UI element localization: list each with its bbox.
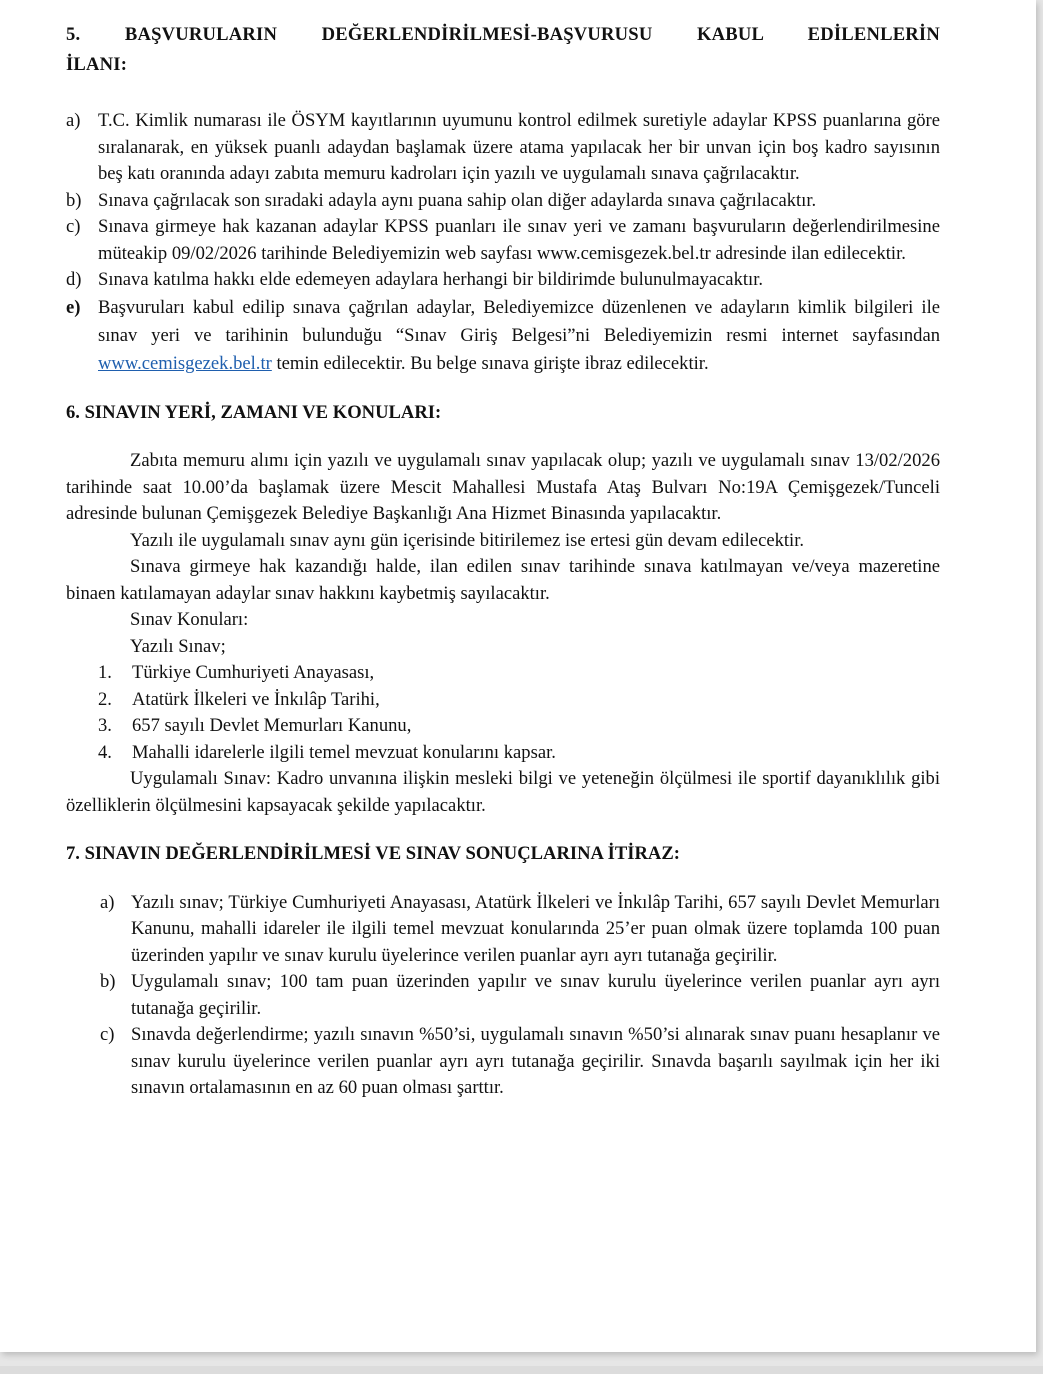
viewer-bottom-strip <box>0 1366 1043 1374</box>
list-item-text: temin edilecektir. Bu belge sınava girişte ibraz edilecektir. <box>271 352 709 374</box>
written-exam-label: Yazılı Sınav; <box>130 635 226 657</box>
subjects-label: Sınav Konuları: <box>130 609 249 630</box>
paragraph: Zabıta memuru alımı için yazılı ve uygulamalı sınav yapılacak olup; yazılı ve uygulamalı sınav 13/02/2026 tarihinde saat 10.00’da başlamak üzere Mescit Mahallesi Mustafa Ataş Bulvarı No:19A Çemişgezek/Tunceli adresinde bulunan Çemişgezek Belediye Başkanlığı Ana Hizmet Binasında yapılacaktır. <box>66 450 940 524</box>
subject-item <box>98 687 940 714</box>
subject-item <box>98 660 940 687</box>
section-7-list <box>66 890 940 1102</box>
subjects-list <box>66 660 940 766</box>
list-item <box>66 188 940 215</box>
paragraph: Sınava girmeye hak kazandığı halde, ilan edilen sınav tarihinde sınava katılmayan ve/veya mazeretine binaen katılamayan adaylar sınav hakkını kaybetmiş sayılacaktır. <box>66 556 940 604</box>
list-item-text: Uygulamalı sınav; 100 tam puan üzerinden yapılır ve sınav kurulu üyelerince verilen puanlar ayrı ayrı tutanağa geçirilir. <box>131 971 940 1019</box>
list-marker: a) <box>66 110 81 131</box>
list-item <box>66 214 940 267</box>
list-marker: 2. <box>98 688 112 710</box>
list-marker: c) <box>100 1024 115 1045</box>
section-7-heading: 7. SINAVIN DEĞERLENDİRİLMESİ VE SINAV SONUÇLARINA İTİRAZ: <box>66 843 680 864</box>
section-5-heading-line2: İLANI: <box>66 54 128 75</box>
subject-text: 657 sayılı Devlet Memurları Kanunu, <box>132 715 412 736</box>
subject-text: Mahalli idarelerle ilgili temel mevzuat konularını kapsar. <box>132 741 556 763</box>
practical-exam-paragraph: Uygulamalı Sınav: Kadro unvanına ilişkin mesleki bilgi ve yeteneğin ölçülmesi ile sportif dayanıklılık gibi özelliklerin ölçülmesini kapsayacak şekilde yapılacaktır. <box>66 768 940 816</box>
subject-item <box>98 713 940 740</box>
list-item-text: Sınava katılma hakkı elde edemeyen adaylara herhangi bir bildirimde bulunulmayacaktır. <box>98 269 764 290</box>
list-item <box>66 267 940 294</box>
website-link[interactable]: www.cemisgezek.bel.tr <box>98 352 272 374</box>
section-5-list <box>66 108 940 378</box>
list-marker: a) <box>100 891 115 913</box>
list-item <box>100 969 940 1022</box>
list-item <box>100 890 940 970</box>
list-item-text: Sınava çağrılacak son sıradaki adayla aynı puana sahip olan diğer adaylarda sınava çağrılacaktır. <box>98 189 817 211</box>
section-5-heading-line1: 5. BAŞVURULARIN DEĞERLENDİRİLMESİ-BAŞVURUSU KABUL EDİLENLERİN <box>66 24 940 45</box>
subject-text: Atatürk İlkeleri ve İnkılâp Tarihi, <box>132 688 380 710</box>
list-item-text: Başvuruları kabul edilip sınava çağrılan adaylar, Belediyemizce düzenlenen ve adayların kimlik bilgileri ile sınav yeri ve tarihinin bulunduğu “Sınav Giriş Belgesi”ni Belediyemizin resmi internet sayfasından <box>98 296 940 346</box>
list-marker: 3. <box>98 715 112 736</box>
list-marker: d) <box>66 269 82 290</box>
list-marker: b) <box>66 189 82 211</box>
list-item-text: Yazılı sınav; Türkiye Cumhuriyeti Anayasası, Atatürk İlkeleri ve İnkılâp Tarihi, 657 sayılı Devlet Memurları Kanunu, mahalli idareler ile ilgili temel mevzuat konularında 25’er puan olmak üzere toplamda 100 puan üzerinden yapılır ve sınav kurulu üyelerince verilen puanlar ayrı ayrı tutanağa geçirilir. <box>131 891 940 966</box>
list-item <box>66 108 940 188</box>
list-item-text: Sınava girmeye hak kazanan adaylar KPSS puanları ile sınav yeri ve zamanı başvuruların değerlendirilmesine müteakip 09/02/2026 tarihinde Belediyemizin web sayfası www.cemisgezek.bel.tr adresinde ilan edilecektir. <box>98 216 940 264</box>
subject-text: Türkiye Cumhuriyeti Anayasası, <box>132 662 375 683</box>
document-content <box>66 20 940 1102</box>
subject-item <box>98 740 940 767</box>
list-item-text: Sınavda değerlendirme; yazılı sınavın %50’si, uygulamalı sınavın %50’si alınarak sınav puanı hesaplanır ve sınav kurulu üyelerince verilen puanlar ayrı ayrı tutanağa geçirilir. Sınavda başarılı sayılmak için her iki sınavın ortalamasının en az 60 puan olması şarttır. <box>131 1024 940 1098</box>
list-marker: e) <box>66 296 81 318</box>
section-6-heading: 6. SINAVIN YERİ, ZAMANI VE KONULARI: <box>66 401 442 423</box>
list-item-text: T.C. Kimlik numarası ile ÖSYM kayıtlarının uyumunu kontrol edilmek suretiyle adaylar KPSS puanlarına göre sıralanarak, en yüksek puanlı adaydan başlamak üzere atama yapılacak her bir unvan için boş kadro sayısının beş katı oranında adayı zabıta memuru kadroları için yazılı ve uygulamalı sınava çağrılacaktır. <box>98 110 940 184</box>
list-marker: c) <box>66 216 81 237</box>
list-marker: 1. <box>98 662 112 683</box>
list-item <box>66 294 940 378</box>
list-item <box>100 1022 940 1102</box>
paragraph: Yazılı ile uygulamalı sınav aynı gün içerisinde bitirilemez ise ertesi gün devam edilecektir. <box>130 529 805 551</box>
list-marker: 4. <box>98 741 112 763</box>
section-5-heading <box>66 20 940 80</box>
list-marker: b) <box>100 971 116 992</box>
